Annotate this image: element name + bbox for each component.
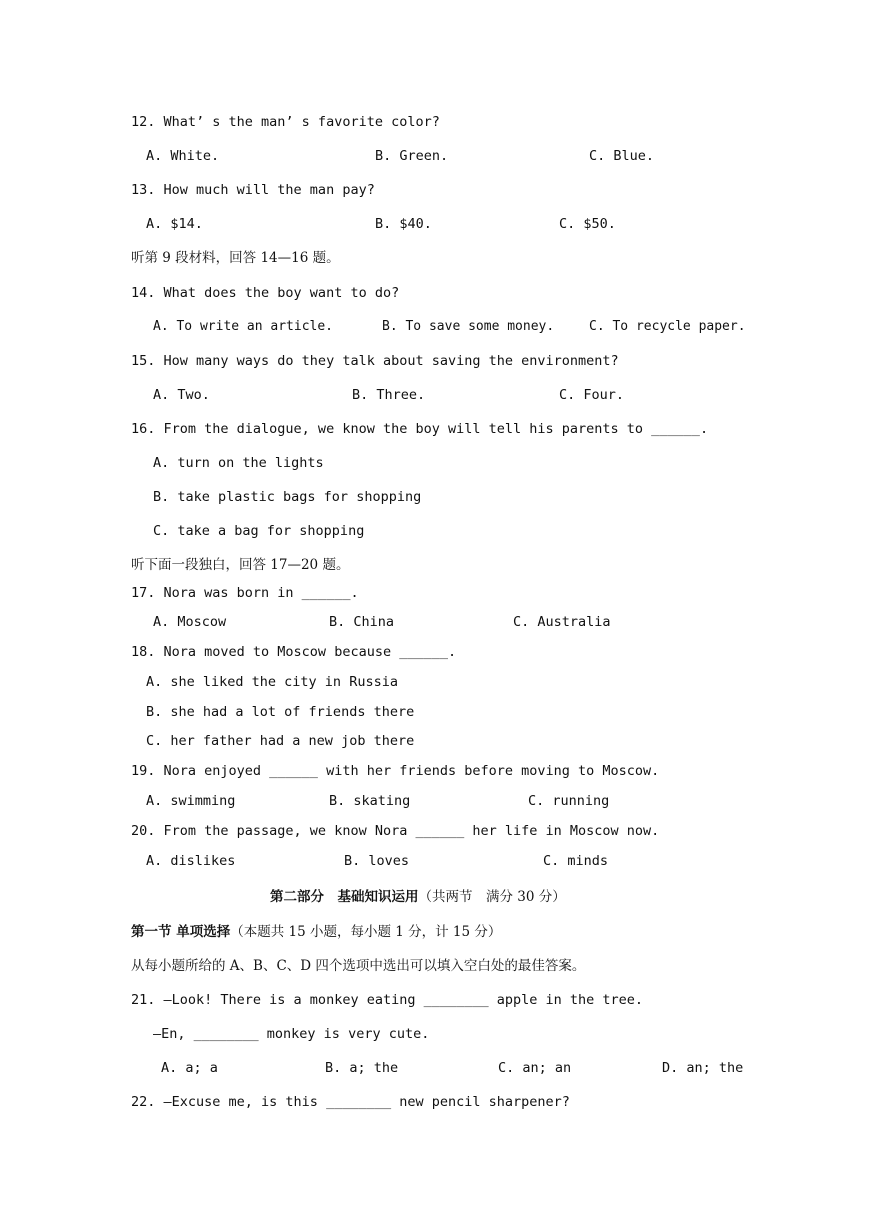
question-14-stem: 14. What does the boy want to do? [131,285,400,301]
question-21-option-a: A. a; a [161,1060,218,1076]
section-instruction: 从每小题所给的 A、B、C、D 四个选项中选出可以填入空白处的最佳答案。 [131,958,586,974]
question-21-option-c: C. an; an [498,1060,572,1076]
question-18-stem: 18. Nora moved to Moscow because ______. [131,644,457,660]
question-13-option-b: B. $40. [375,216,432,232]
question-13-option-c: C. $50. [559,216,616,232]
section-one-title: 第一节 单项选择 [131,924,231,940]
question-16-stem: 16. From the dialogue, we know the boy will tell his parents to ______. [131,421,709,437]
question-15-option-c: C. Four. [559,387,625,403]
question-21-line-2: —En, ________ monkey is very cute. [153,1026,430,1042]
question-19-option-b: B. skating [329,793,411,809]
question-15-option-b: B. Three. [352,387,426,403]
question-16-option-a: A. turn on the lights [153,455,324,471]
question-21-option-b: B. a; the [325,1060,399,1076]
question-22-stem: 22. —Excuse me, is this ________ new pencil sharpener? [131,1094,570,1110]
section-one-note: （本题共 15 小题，每小题 1 分，计 15 分） [230,924,502,940]
question-19-option-a: A. swimming [146,793,236,809]
question-20-option-c: C. minds [543,853,609,869]
question-17-option-c: C. Australia [513,614,611,630]
question-18-option-b: B. she had a lot of friends there [146,704,415,720]
question-15-stem: 15. How many ways do they talk about saving the environment? [131,353,619,369]
question-20-stem: 20. From the passage, we know Nora ______ her life in Moscow now. [131,823,660,839]
question-12-stem: 12. What’ s the man’ s favorite color? [131,114,440,130]
question-14-option-b: B. To save some money. [382,319,555,334]
question-16-option-c: C. take a bag for shopping [153,523,365,539]
section-intro-monologue: 听下面一段独白，回答 17—20 题。 [131,557,350,573]
question-19-option-c: C. running [528,793,610,809]
question-20-option-b: B. loves [344,853,410,869]
question-21-option-d: D. an; the [662,1060,744,1076]
section-one-heading [131,923,501,941]
question-15-option-a: A. Two. [153,387,210,403]
question-13-stem: 13. How much will the man pay? [131,182,375,198]
question-17-option-b: B. China [329,614,395,630]
part-two-heading [270,888,566,906]
question-21-stem: 21. —Look! There is a monkey eating ________ apple in the tree. [131,992,644,1008]
question-16-option-b: B. take plastic bags for shopping [153,489,422,505]
question-14-option-a: A. To write an article. [153,319,334,334]
section-intro-9: 听第 9 段材料，回答 14—16 题。 [131,250,340,266]
question-18-option-c: C. her father had a new job there [146,733,415,749]
question-12-option-c: C. Blue. [589,148,655,164]
question-20-option-a: A. dislikes [146,853,236,869]
question-12-option-b: B. Green. [375,148,449,164]
question-14-option-c: C. To recycle paper. [589,319,746,334]
part-two-title: 第二部分 基础知识运用 [270,889,419,905]
question-17-option-a: A. Moscow [153,614,227,630]
question-12-option-a: A. White. [146,148,220,164]
question-13-option-a: A. $14. [146,216,203,232]
question-19-stem: 19. Nora enjoyed ______ with her friends before moving to Moscow. [131,763,660,779]
question-18-option-a: A. she liked the city in Russia [146,674,398,690]
part-two-note: （共两节 满分 30 分） [418,889,566,905]
question-17-stem: 17. Nora was born in ______. [131,585,359,601]
